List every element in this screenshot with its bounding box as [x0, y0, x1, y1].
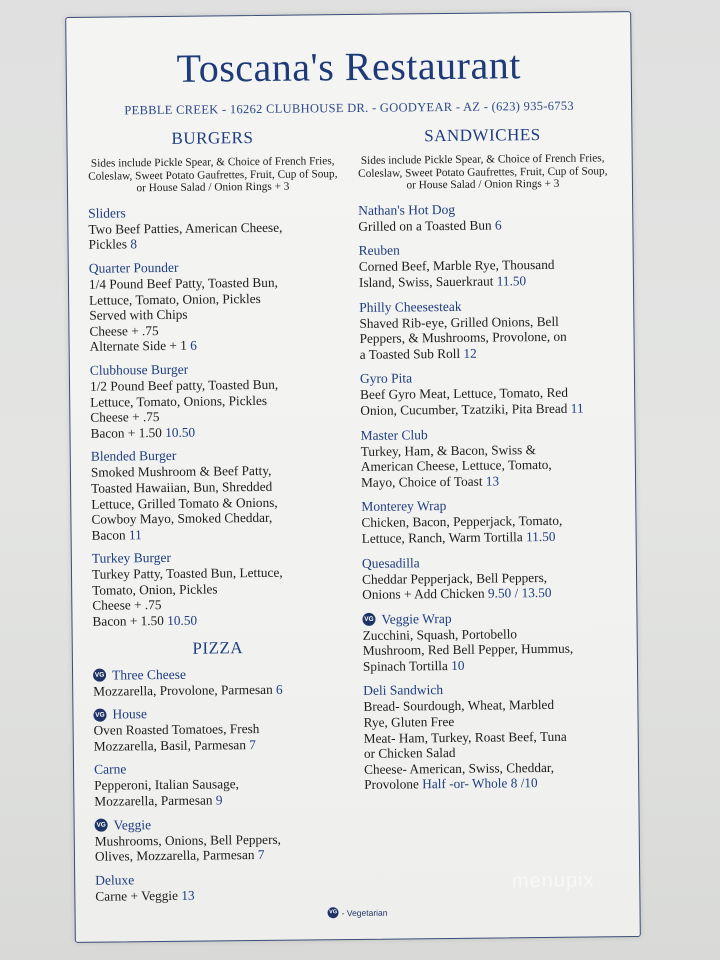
item-description	[358, 216, 608, 234]
item-price: 13	[181, 887, 195, 903]
description-line	[361, 472, 611, 490]
item-price: 12	[463, 345, 477, 361]
item-description	[361, 513, 611, 547]
item-description	[363, 625, 613, 674]
menu-item-carne	[94, 760, 344, 810]
item-name-text: Turkey Burger	[91, 550, 172, 567]
menu-item-reuben	[359, 241, 609, 291]
item-price: 11	[128, 526, 142, 543]
item-price: 9	[215, 792, 223, 808]
item-description	[88, 219, 338, 253]
item-description	[362, 569, 612, 603]
item-name-text: Reuben	[358, 242, 400, 259]
item-name-text: Nathan's Hot Dog	[358, 201, 456, 218]
vegetarian-icon: VG	[95, 819, 108, 832]
description-text: Onions + Add Chicken	[362, 585, 485, 603]
right-column	[357, 124, 614, 802]
menu-item-deli-sandwich	[363, 681, 614, 793]
sandwiches-list	[358, 200, 614, 793]
description-line	[360, 344, 610, 362]
item-name-text: Carne	[93, 761, 127, 778]
description-text: Mayo, Choice of Toast	[360, 473, 483, 490]
description-text: Meat- Ham, Turkey, Roast Beef, Tuna	[363, 728, 567, 746]
description-text: Toasted Hawaiian, Bun, Shredded	[91, 478, 273, 496]
description-text: Pickles	[88, 236, 128, 253]
item-description	[359, 257, 609, 291]
description-text: Oven Roasted Tomatoes, Fresh	[93, 721, 260, 738]
menu-item-blended-burger	[91, 446, 342, 543]
description-line	[95, 846, 345, 864]
item-description	[94, 720, 344, 754]
description-text: or Chicken Salad	[363, 745, 456, 762]
menu-item-deluxe	[95, 870, 345, 904]
description-text: Spinach Tortilla	[362, 657, 448, 674]
description-text: Onion, Cucumber, Tzatziki, Pita Bread	[360, 400, 568, 418]
description-text: Corned Beef, Marble Rye, Thousand	[358, 257, 555, 275]
left-column	[87, 127, 345, 912]
description-text: Served with Chips	[89, 306, 188, 323]
item-price: 11.50	[525, 528, 556, 545]
item-description	[94, 776, 344, 810]
item-price: 13	[485, 473, 500, 489]
description-text: Turkey, Ham, & Bacon, Swiss &	[360, 441, 536, 459]
menu-item-house	[93, 704, 343, 754]
menu-item-quesadilla	[362, 553, 612, 603]
menu-item-veggie	[95, 815, 345, 865]
description-line	[358, 216, 608, 234]
item-description	[361, 441, 611, 490]
vegetarian-icon: VG	[328, 907, 339, 918]
vegetarian-legend-text: - Vegetarian	[341, 907, 388, 918]
item-price: 6	[190, 337, 197, 354]
item-description	[92, 564, 343, 629]
section-title-burgers: BURGERS	[171, 128, 254, 148]
pizza-list	[93, 665, 345, 904]
description-text: Tomato, Onion, Pickles	[92, 581, 218, 598]
item-description	[95, 831, 345, 865]
description-text: Carne + Veggie	[95, 887, 179, 904]
description-text: Olives, Mozzarella, Parmesan	[94, 847, 255, 864]
menu-item-veggie-wrap	[362, 609, 613, 674]
vegetarian-icon: VG	[362, 613, 375, 626]
description-line	[359, 272, 609, 290]
description-text: Cheese- American, Swiss, Cheddar,	[363, 759, 555, 777]
description-line	[92, 611, 342, 629]
burgers-list	[88, 203, 342, 629]
section-title-sandwiches: SANDWICHES	[424, 125, 541, 146]
item-name-text: Philly Cheesesteak	[359, 298, 462, 315]
description-text: Lettuce, Grilled Tomato & Onions,	[91, 494, 278, 512]
description-text: Bread- Sourdough, Wheat, Marbled	[363, 697, 555, 715]
description-line	[364, 775, 614, 793]
item-name-text: Deluxe	[95, 872, 135, 888]
item-name-text: Clubhouse Burger	[89, 361, 189, 378]
menu-item-turkey-burger	[92, 548, 343, 629]
description-text: Mozzarella, Parmesan	[94, 792, 213, 809]
item-price: 7	[249, 736, 256, 752]
description-text: Beef Gyro Meat, Lettuce, Tomato, Red	[360, 385, 569, 403]
item-price: 10.50	[165, 424, 196, 440]
description-text: Turkey Patty, Toasted Bun, Lettuce,	[91, 565, 283, 583]
section-title-pizza: PIZZA	[192, 637, 244, 658]
description-line	[95, 886, 345, 904]
description-text: Alternate Side + 1	[89, 338, 187, 355]
item-description	[89, 274, 340, 355]
menu-item-nathan-s-hot-dog	[358, 200, 608, 234]
restaurant-title: Toscana's Restaurant	[176, 42, 522, 91]
item-name-text: Deli Sandwich	[363, 682, 444, 699]
menu-item-sliders	[88, 203, 338, 253]
description-text: a Toasted Sub Roll	[359, 345, 461, 362]
description-text: Mushroom, Red Bell Pepper, Hummus,	[362, 640, 574, 659]
description-line	[94, 791, 344, 809]
item-price: 7	[257, 847, 265, 863]
sandwiches-sides-note: Sides include Pickle Spear, & Choice of French Fries, Coleslaw, Sweet Potato Gaufrettes, Fruit, Cup of Soup, or House Salad / Onion Rings + 3	[358, 152, 608, 192]
item-name-text: Three Cheese	[111, 666, 186, 683]
item-name-text: Monterey Wrap	[361, 498, 447, 515]
item-price: 10	[451, 657, 465, 673]
description-text: Island, Swiss, Sauerkraut	[358, 273, 494, 290]
description-text: Bacon	[91, 527, 126, 543]
menu-item-master-club	[360, 425, 611, 490]
item-name-text: Quesadilla	[361, 554, 420, 571]
description-text: Lettuce, Tomato, Onion, Pickles	[89, 290, 261, 308]
description-line	[360, 400, 610, 418]
burgers-sides-note: Sides include Pickle Spear, & Choice of French Fries, Coleslaw, Sweet Potato Gaufrettes, Fruit, Cup of Soup, or House Salad / Onion Rings + 3	[88, 155, 338, 195]
menu-item-philly-cheesesteak	[359, 297, 610, 362]
description-text: Lettuce, Tomato, Onions, Pickles	[90, 392, 268, 410]
item-description	[363, 697, 614, 793]
description-line	[90, 336, 340, 354]
description-text: Chicken, Bacon, Pepperjack, Tomato,	[361, 513, 563, 531]
watermark: menupix	[511, 869, 595, 893]
description-text: Shaved Rib-eye, Grilled Onions, Bell	[359, 313, 559, 331]
item-name-text: Sliders	[88, 205, 126, 221]
item-description	[360, 385, 610, 419]
item-price: 6	[275, 681, 283, 697]
description-text: Mozzarella, Provolone, Parmesan	[93, 681, 273, 699]
menu-sheet	[65, 11, 641, 943]
description-text: Rye, Gluten Free	[363, 714, 455, 730]
menu-item-three-cheese	[93, 665, 343, 699]
description-text: Two Beef Patties, American Cheese,	[88, 219, 283, 237]
description-line	[362, 584, 612, 602]
menu-item-gyro-pita	[360, 369, 610, 419]
description-line	[363, 656, 613, 674]
item-description	[95, 886, 345, 904]
item-description	[93, 681, 343, 699]
item-name-text: Blended Burger	[90, 448, 177, 465]
menu-item-monterey-wrap	[361, 497, 611, 547]
item-name-text: Master Club	[360, 426, 428, 443]
description-text: 1/4 Pound Beef Patty, Toasted Bun,	[88, 274, 278, 292]
description-text: 1/2 Pound Beef patty, Toasted Bun,	[89, 376, 279, 394]
item-name-text: Gyro Pita	[359, 370, 413, 387]
description-text: American Cheese, Lettuce, Tomato,	[360, 457, 552, 475]
description-line	[90, 423, 340, 441]
menu-item-quarter-pounder	[89, 258, 340, 355]
description-text: Mozzarella, Basil, Parmesan	[93, 736, 246, 754]
description-text: Bacon + 1.50	[92, 613, 164, 629]
vegetarian-icon: VG	[93, 669, 106, 682]
item-price: 6	[494, 217, 502, 233]
description-text: Provolone	[364, 776, 419, 793]
description-text: Cheese + .75	[89, 322, 159, 339]
description-line	[362, 528, 612, 546]
description-text: Cheese + .75	[92, 597, 162, 614]
item-name-text: Veggie Wrap	[381, 610, 452, 627]
description-line	[92, 525, 342, 543]
item-price: 11.50	[496, 273, 527, 289]
item-price: 10.50	[167, 612, 198, 629]
description-line	[94, 736, 344, 754]
item-price: Half -or- Whole 8 /10	[422, 775, 538, 792]
description-text: Bacon + 1.50	[90, 424, 162, 441]
item-name-text: Veggie	[113, 816, 152, 833]
item-description	[90, 376, 341, 441]
description-text: Mushrooms, Onions, Bell Peppers,	[94, 831, 282, 849]
description-text: Lettuce, Ranch, Warm Tortilla	[361, 529, 523, 546]
description-text: Cowboy Mayo, Smoked Cheddar,	[91, 509, 273, 527]
description-line	[88, 235, 338, 253]
vegetarian-icon: VG	[93, 708, 106, 721]
restaurant-address: PEBBLE CREEK - 16262 CLUBHOUSE DR. - GOODYEAR - AZ - (623) 935-6753	[124, 98, 574, 118]
item-name-text: Quarter Pounder	[88, 259, 179, 276]
description-line	[93, 681, 343, 699]
item-price: 8	[130, 236, 138, 252]
item-description	[91, 462, 342, 543]
description-text: Smoked Mushroom & Beef Patty,	[90, 463, 272, 481]
item-price: 11	[570, 400, 584, 416]
description-text: Cheddar Pepperjack, Bell Peppers,	[361, 569, 548, 587]
item-name-text: House	[112, 706, 148, 722]
description-text: Cheese + .75	[90, 409, 160, 425]
description-text: Pepperoni, Italian Sausage,	[94, 776, 240, 794]
menu-item-clubhouse-burger	[90, 360, 341, 441]
item-description	[359, 313, 609, 362]
item-price: 9.50 / 13.50	[487, 585, 552, 601]
description-text: Peppers, & Mushrooms, Provolone, on	[359, 328, 567, 347]
description-text: Zucchini, Squash, Portobello	[362, 625, 518, 643]
description-text: Grilled on a Toasted Bun	[358, 217, 492, 234]
